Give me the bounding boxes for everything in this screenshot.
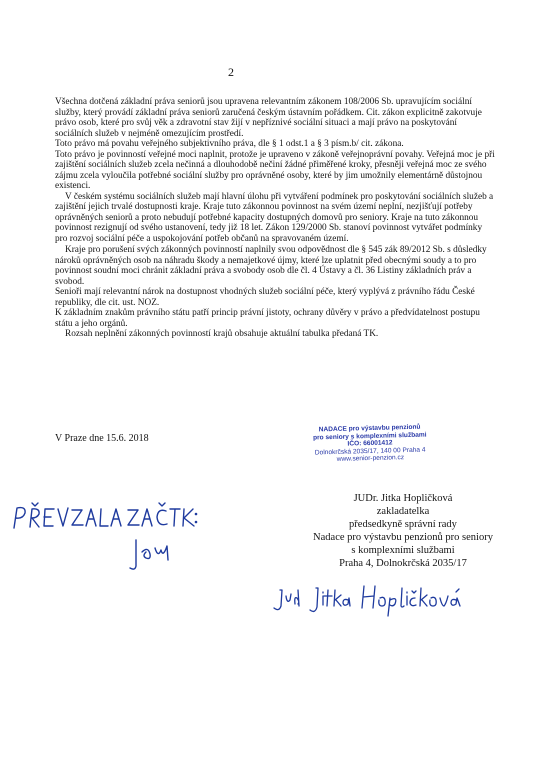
stamp-line: www.senior-penzion.cz: [336, 454, 405, 464]
organization-address: Praha 4, Dolnokrčská 2035/17: [339, 558, 467, 569]
stamp-line: pro seniory s komplexními službami: [312, 431, 427, 442]
paragraph-regions-role: V českém systému sociálních služeb mají hlavní úlohu při vytváření podmínek pro poskytování sociálních služeb a zajištění jejich trvalé dostupnosti kraje. Kraje tuto zákonnou povinnost na svém území neplní, nezjišťují potřeby oprávněných seniorů a proto nebudují potřebné kapacity dostupných domovů pro seniory. Kraje na tuto zákonnou povinnost rezignují od svého ustanovení, tedy již 18 let. Zákon 129/2000 Sb. stanoví povinnost vytvářet podmínky pro rozvoj sociální péče a uspokojování potřeb občanů na spravovaném území.: [55, 191, 494, 244]
paragraph-table-note: Rozsah neplnění zákonných povinností krajů obsahuje aktuální tabulka předaná TK.: [65, 329, 379, 339]
letter-body: [55, 97, 495, 340]
stamp-line: Dolnokrčská 2035/17, 140 00 Praha 4: [314, 446, 426, 457]
paragraph-public-duty: Toto právo je povinností veřejné moci naplnit, protože je upraveno v zákoně veřejnoprávní povahy. Veřejná moc je při zajištění sociálních služeb zcela nečinná a dlouhodobě nečiní žádné přiměřené kroky, přesněji veřejná moc ze svého zájmu zcela vyloučila potřebné sociální služby pro oprávněné osoby, které by jim umožnily elementárně důstojnou existenci.: [55, 149, 495, 191]
stamp-line: IČO: 66001412: [347, 439, 393, 448]
date-line: V Praze dne 15.6. 2018: [55, 433, 149, 444]
organization-name-cont: s komplexními službami: [351, 545, 455, 556]
signatory-name: JUDr. Jitka Hopličková: [353, 493, 453, 504]
signatory-role: zakladatelka: [376, 506, 430, 517]
organization-name: Nadace pro výstavbu penzionů pro seniory: [313, 532, 493, 543]
stamp-line: NADACE pro výstavbu penzionů: [318, 423, 421, 434]
handwritten-receipt-note: [8, 500, 198, 575]
paragraph-subjective-right: Toto právo má povahu veřejného subjektivního práva, dle § 1 odst.1 a § 3 písm.b/ cit. zákona.: [55, 139, 404, 149]
handwritten-signature: [270, 578, 470, 618]
paragraph-rights: Všechna dotčená základní práva seniorů jsou upravena relevantním zákonem 108/2006 Sb. upravujícím sociální služby, který provádí základní práva seniorů zaručená českým ústavním pořádkem. Cit. zákon explicitně zakotvuje právo osob, které pro svůj věk a zdravotní stav žijí v nepříznivé sociální situaci a mají právo na poskytování sociálních služeb v nejméně omezujícím prostředí.: [55, 97, 482, 139]
paragraph-legal-certainty: K základním znakům právního státu patří princip právní jistoty, ochrany důvěry v právo a předvídatelnost postupu státu a jeho orgánů.: [55, 308, 480, 329]
paragraph-entitlement: Senioři mají relevantní nárok na dostupnost vhodných služeb sociální péče, který vyplývá z právního řádu České republiky, dle cit. ust. NOZ.: [55, 287, 475, 308]
signatory-board-role: předsedkyně správní rady: [349, 519, 457, 530]
paragraph-liability: Kraje pro porušení svých zákonných povinností naplnily svou odpovědnost dle § 545 zák 89/2012 Sb. s důsledky nároků oprávněných osob na náhradu škody a nemajetkové újmy, které lze uplatnit před obecnými soudy a to pro povinnost soudní moci chránit základní práva a svobody osob dle čl. 4 Ústavy a čl. 36 Listiny základních práv a svobod.: [55, 245, 487, 287]
page-number: 2: [228, 65, 234, 79]
foundation-stamp: [270, 422, 471, 465]
signature-block: [283, 492, 523, 570]
